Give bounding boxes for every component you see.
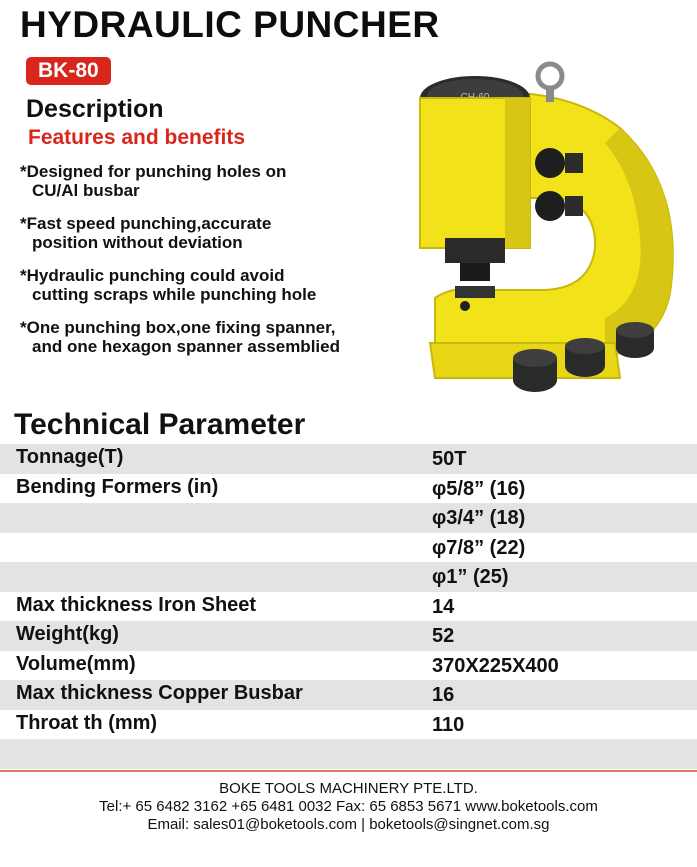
contact-line: Tel:+ 65 6482 3162 +65 6481 0032 Fax: 65 6853 5671 www.boketools.com <box>99 798 598 815</box>
param-value: φ7/8” (22) <box>432 536 526 559</box>
table-row <box>0 444 697 474</box>
eye-bolt <box>538 64 562 88</box>
param-value: φ1” (25) <box>432 566 509 588</box>
param-label: Volume(mm) <box>16 652 136 675</box>
email-line: Email: sales01@boketools.com | boketools@singnet.com.sg <box>147 816 550 833</box>
company-name: BOKE TOOLS MACHINERY PTE.LTD. <box>219 780 478 797</box>
features-subheading: Features and benefits <box>28 126 246 149</box>
param-label: Max thickness Copper Busbar <box>16 682 303 704</box>
feature-line-cont: position without deviation <box>32 233 243 252</box>
table-row <box>0 533 697 563</box>
param-value: φ3/4” (18) <box>432 507 526 529</box>
feature-item <box>20 162 405 200</box>
param-value: 16 <box>432 684 455 706</box>
param-value: 110 <box>432 713 465 736</box>
feature-line: *One punching box,one fixing spanner, <box>20 318 336 337</box>
feature-line-cont: cutting scraps while punching hole <box>32 285 317 304</box>
feature-item <box>20 318 405 356</box>
param-value: 50T <box>432 448 467 470</box>
table-row <box>0 503 697 533</box>
footer-divider <box>0 770 697 772</box>
model-badge: BK-80 <box>26 57 111 85</box>
param-value: 14 <box>432 595 455 618</box>
param-label: Weight(kg) <box>16 623 119 645</box>
param-label: Tonnage(T) <box>16 446 124 468</box>
table-row <box>0 562 697 592</box>
footer <box>0 780 697 834</box>
table-row <box>0 680 697 710</box>
param-value: 370X225X400 <box>432 654 559 677</box>
feature-line: *Designed for punching holes on <box>20 162 287 181</box>
description-heading: Description <box>26 95 164 123</box>
param-label: Throat th (mm) <box>16 711 158 734</box>
page-title: HYDRAULIC PUNCHER <box>20 4 440 45</box>
feature-line-cont: CU/Al busbar <box>32 181 140 200</box>
features-list <box>20 162 405 370</box>
punch-head <box>445 238 505 263</box>
feature-line: *Fast speed punching,accurate <box>20 214 272 233</box>
table-row <box>0 621 697 651</box>
param-value: φ5/8” (16) <box>432 477 526 500</box>
table-row <box>0 710 697 740</box>
table-row <box>0 474 697 504</box>
table-row <box>0 592 697 622</box>
table-row <box>0 651 697 681</box>
param-label: Bending Formers (in) <box>16 475 219 498</box>
feature-line: *Hydraulic punching could avoid <box>20 266 285 285</box>
technical-heading: Technical Parameter <box>14 408 306 441</box>
feature-item <box>20 214 405 252</box>
product-image <box>405 58 690 428</box>
param-value: 52 <box>432 625 455 647</box>
feature-item <box>20 266 405 304</box>
param-label: Max thickness Iron Sheet <box>16 593 257 616</box>
hose-fitting-icon <box>535 148 565 178</box>
feature-line-cont: and one hexagon spanner assemblied <box>32 337 340 356</box>
table-row <box>0 739 697 769</box>
parameter-table <box>0 444 697 769</box>
